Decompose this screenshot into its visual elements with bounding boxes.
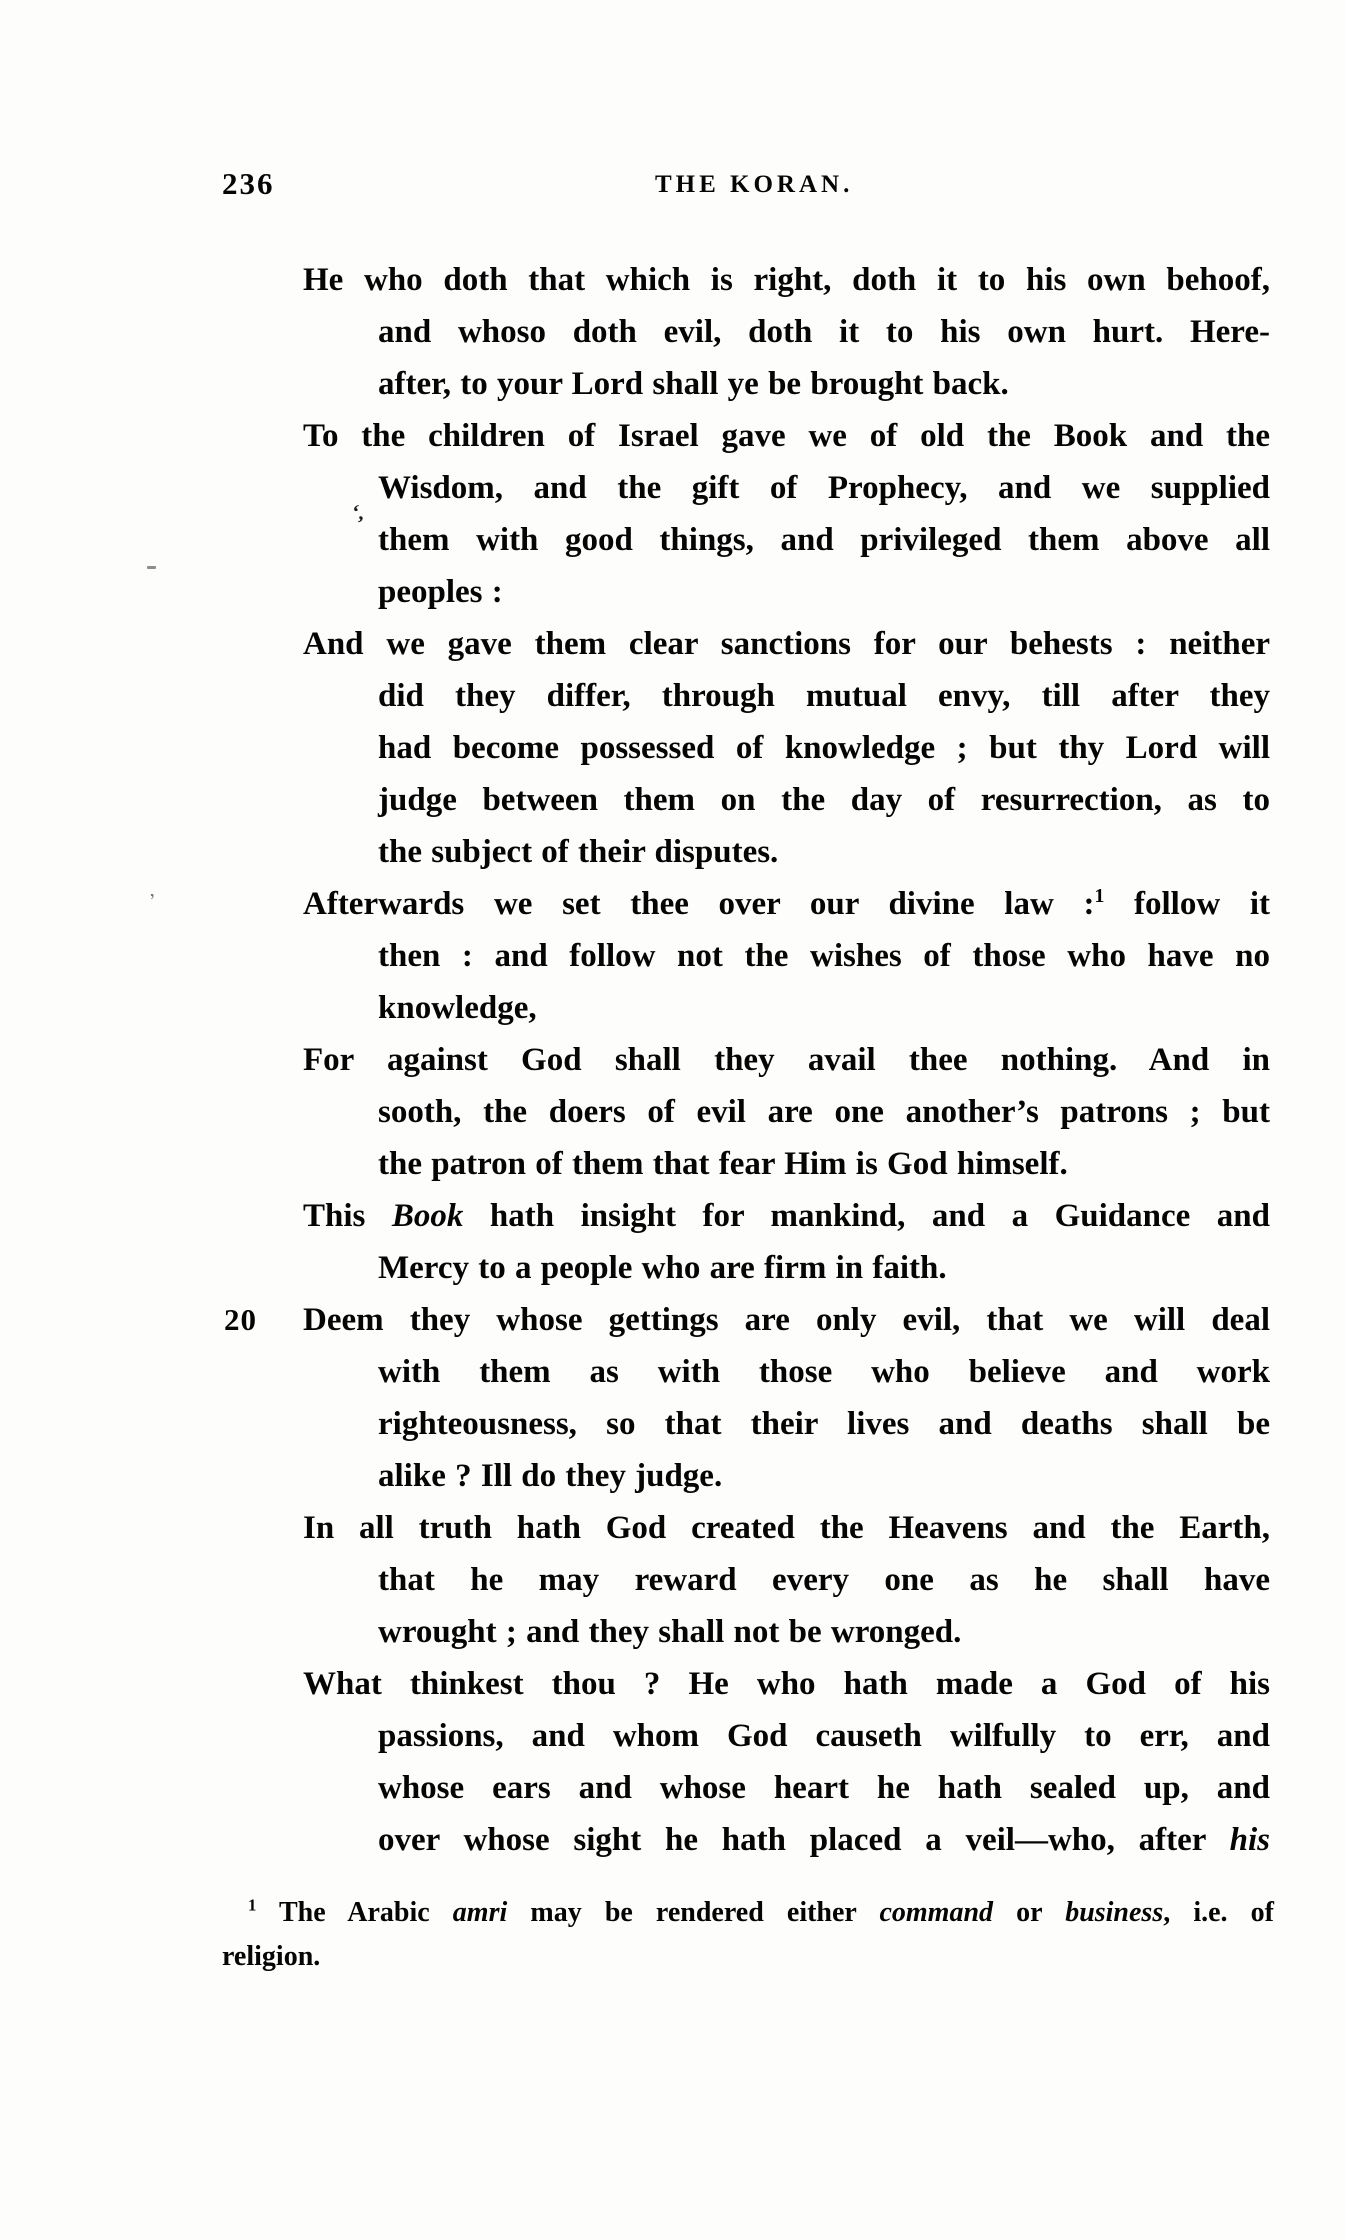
text-segment: knowledge, [378, 990, 537, 1026]
body-text-block [224, 254, 1270, 1866]
text-segment: Wisdom, and the gift of Prophecy, and we supplied [378, 470, 1270, 506]
text-segment: He who doth that which is right, doth it to his own behoof, [303, 262, 1270, 298]
text-line [303, 1658, 1270, 1710]
italic-text: business [1065, 1897, 1164, 1928]
running-title: THE KORAN. [655, 171, 854, 198]
text-segment: alike ? Ill do they judge. [378, 1458, 723, 1494]
page-number: 236 [222, 166, 275, 201]
text-segment: Deem they whose gettings are only evil, that we will deal [303, 1302, 1270, 1338]
italic-text: Book [391, 1198, 464, 1234]
text-segment: Afterwards we set thee over our divine law : [303, 886, 1095, 922]
text-segment: may be rendered either [507, 1897, 880, 1928]
text-segment: judge between them on the day of resurrection, as to [378, 782, 1270, 818]
text-segment: after, to your Lord shall ye be brought back. [378, 366, 1009, 402]
italic-text: command [879, 1897, 994, 1928]
text-line [303, 1710, 1270, 1762]
italic-text: amri [452, 1897, 508, 1928]
text-segment: had become possessed of knowledge ; but thy Lord will [378, 730, 1270, 766]
text-line [303, 1450, 1270, 1502]
text-line [303, 462, 1270, 514]
footnote-line [222, 1935, 1274, 1979]
text-line [303, 982, 1270, 1034]
footnote-reference: 1 [1094, 885, 1105, 907]
text-segment: whose ears and whose heart he hath sealed up, and [378, 1770, 1270, 1806]
text-line [303, 722, 1270, 774]
text-segment: What thinkest thou ? He who hath made a God of his [303, 1666, 1270, 1702]
text-segment: that he may reward every one as he shall have [378, 1562, 1270, 1598]
text-line [303, 1762, 1270, 1814]
text-segment: with them as with those who believe and work [378, 1354, 1270, 1390]
text-line [303, 826, 1270, 878]
text-line [303, 878, 1270, 930]
text-line [303, 1554, 1270, 1606]
text-line [303, 514, 1270, 566]
text-segment: hath insight for mankind, and a Guidance and [463, 1198, 1270, 1234]
text-line [303, 1502, 1270, 1554]
text-segment: To the children of Israel gave we of old the Book and the [303, 418, 1270, 454]
text-segment: them with good things, and privileged them above all [378, 522, 1270, 558]
text-segment: then : and follow not the wishes of those who have no [378, 938, 1270, 974]
text-segment: The Arabic [256, 1897, 453, 1928]
text-segment: wrought ; and they shall not be wronged. [378, 1614, 962, 1650]
text-segment: follow it [1104, 886, 1270, 922]
text-segment: or [993, 1897, 1066, 1928]
text-line [303, 1606, 1270, 1658]
text-line [303, 1398, 1270, 1450]
scan-smudge-artifact: ʻ, [350, 499, 366, 525]
text-segment: over whose sight he hath placed a veil—who, after [378, 1822, 1230, 1858]
text-line [303, 930, 1270, 982]
text-line [303, 1034, 1270, 1086]
verse-number: 20 [224, 1302, 257, 1337]
scan-dash-artifact [147, 566, 156, 569]
text-segment: and whoso doth evil, doth it to his own hurt. Here- [378, 314, 1270, 350]
text-segment: religion. [222, 1941, 321, 1972]
text-segment: did they differ, through mutual envy, till after they [378, 678, 1270, 714]
text-segment: righteousness, so that their lives and deaths shall be [378, 1406, 1270, 1442]
text-line [224, 1294, 1270, 1346]
text-line [303, 1242, 1270, 1294]
footnote-line [222, 1891, 1274, 1935]
text-line [303, 306, 1270, 358]
footnote-block [222, 1891, 1274, 1979]
text-segment: peoples : [378, 574, 503, 610]
text-segment: In all truth hath God created the Heavens and the Earth, [303, 1510, 1270, 1546]
text-segment: sooth, the doers of evil are one another’s patrons ; but [378, 1094, 1270, 1130]
text-segment: passions, and whom God causeth wilfully to err, and [378, 1718, 1270, 1754]
italic-text: his [1229, 1822, 1270, 1858]
text-segment: the patron of them that fear Him is God himself. [378, 1146, 1068, 1182]
scan-tick-artifact: ʼ [147, 889, 159, 913]
text-segment: This [303, 1198, 392, 1234]
text-segment: For against God shall they avail thee nothing. And in [303, 1042, 1270, 1078]
text-line [303, 254, 1270, 306]
text-line [303, 1138, 1270, 1190]
footnote-reference: 1 [248, 1895, 257, 1915]
text-line [303, 410, 1270, 462]
text-line [303, 774, 1270, 826]
text-segment: , i.e. of [1163, 1897, 1274, 1928]
text-segment: the subject of their disputes. [378, 834, 779, 870]
text-line [303, 618, 1270, 670]
text-line [303, 358, 1270, 410]
text-segment: And we gave them clear sanctions for our behests : neither [303, 626, 1270, 662]
text-line [303, 670, 1270, 722]
text-line [303, 1346, 1270, 1398]
text-line [303, 566, 1270, 618]
text-line [303, 1086, 1270, 1138]
text-segment: Mercy to a people who are firm in faith. [378, 1250, 947, 1286]
text-line [303, 1190, 1270, 1242]
text-line [303, 1814, 1270, 1866]
